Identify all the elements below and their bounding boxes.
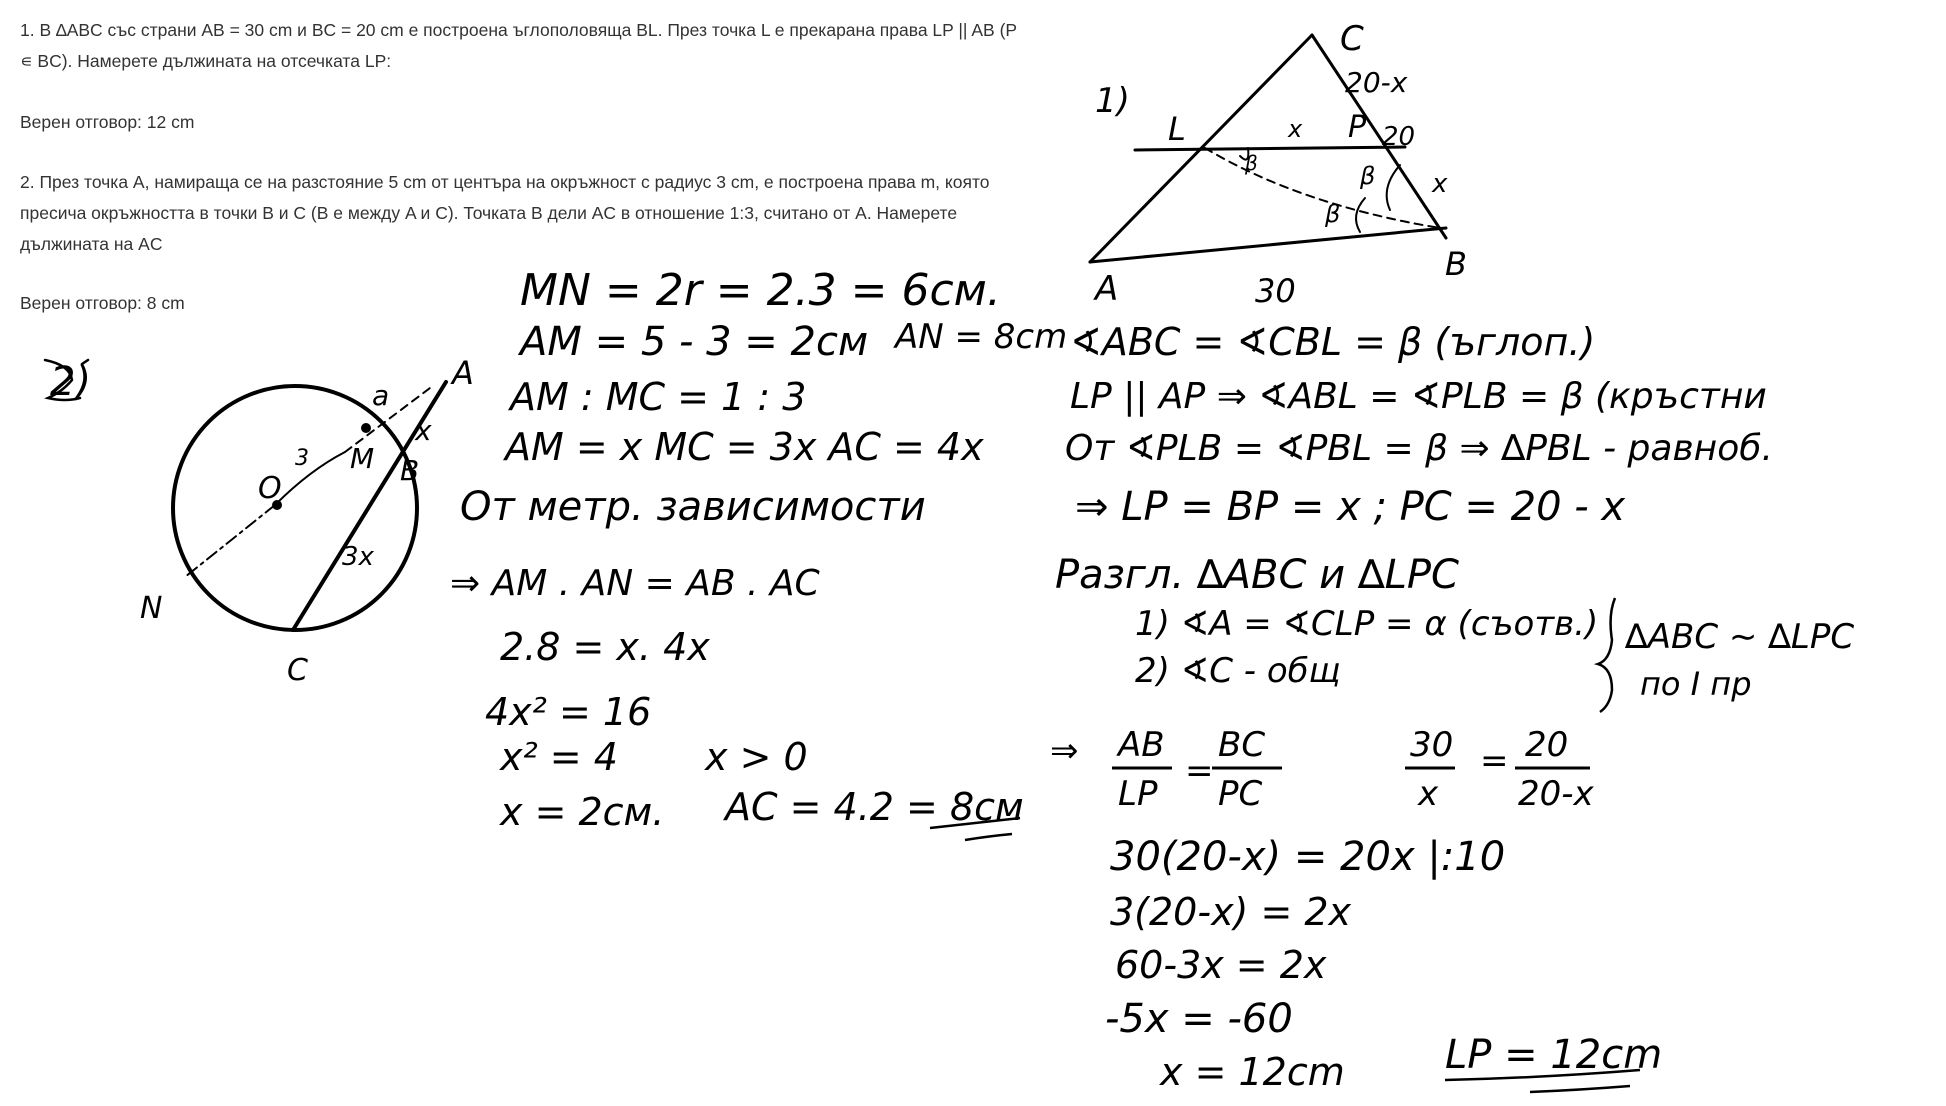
tri-label-20: 20 [1382,122,1416,152]
sol2-line-5: AM = x MC = 3x AC = 4x [505,425,984,469]
problem-2-text: 2. През точка A, намираща се на разстояние 5 cm от центъра на окръжност с радиус 3 cm, е построена права m, която пресича окръжността в точки B и C (B е между A и C). Точката B дели AC в отношение 1:3, считано от A. Намерете дължината на AC [20,172,990,254]
tri-beta-l: β [1245,151,1258,175]
sol1-criterion: по I пр [1640,665,1752,703]
sol2-line-13: AC = 4.2 = 8см [725,785,1024,829]
sol2-line-7: ⇒ AM . AN = AB . AC [450,563,820,604]
label-3x: 3x [342,542,374,572]
sol1-line-1: ∢ABC = ∢CBL = β (ъглоп.) [1070,320,1596,364]
label-r: 3 [295,446,309,471]
label-M: M [350,442,375,475]
sol1-number: 1) [1095,81,1130,121]
tri-label-x-side: x [1432,169,1448,199]
sol2-line-6: От метр. зависимости [460,484,926,530]
tri-label-x-top: x [1288,115,1303,143]
label-O: O [258,471,282,506]
sol1-line-14: x = 12cm [1160,1050,1345,1094]
brace [1598,598,1615,712]
tri-label-A: A [1095,269,1119,309]
point-m [361,423,371,433]
tri-label-B: B [1445,245,1467,283]
angle-arc-p [1387,165,1400,210]
frac-20: 20 [1525,725,1569,765]
sol2-line-8: 2.8 = x. 4x [500,625,710,669]
sol2-line-10: x² = 4 [500,735,618,779]
sol2-line-4: AM : MC = 1 : 3 [510,375,807,419]
sol1-line-11: 3(20-x) = 2x [1110,890,1352,934]
bisector-bl [1205,148,1440,228]
radius-om [275,452,345,505]
side-ab [1090,228,1446,262]
frac-30: 30 [1410,725,1454,765]
problem-2-answer: Верен отговор: 8 cm [20,293,185,313]
sol1-line-3: От ∢PLB = ∢PBL = β ⇒ ∆PBL - равноб. [1065,428,1773,469]
frac-bc: BC [1218,725,1266,765]
sol1-line-7: 2) ∢C - общ [1135,651,1341,691]
angle-arc-b [1356,198,1365,232]
frac-ab: AB [1118,725,1165,765]
label-a: a [372,379,390,412]
frac-lp: LP [1118,774,1158,814]
label-C: C [287,653,308,688]
frac-eq2: = [1480,741,1509,781]
tri-label-30: 30 [1255,272,1296,310]
tri-label-20-x: 20-x [1345,66,1408,99]
dashed-on [185,505,275,577]
label-B: B [400,454,420,487]
sol2-line-3: AN = 8cm [895,317,1068,357]
sol2-line-9: 4x² = 16 [485,690,652,734]
sol1-similar: ∆ABC ∼ ∆LPC [1625,617,1855,657]
frac-pc: PC [1218,774,1263,814]
frac-eq: = [1185,751,1214,791]
frac-arrow: ⇒ [1050,731,1079,771]
frac-20-x: 20-x [1518,774,1594,814]
label-A: A [452,354,474,392]
sol1-line-4: ⇒ LP = BP = x ; PC = 20 - x [1075,484,1626,530]
sol2-number: 2) [50,359,92,405]
sol1-line-6: 1) ∢A = ∢CLP = α (съотв.) [1135,604,1599,644]
sol1-line-5: Разгл. ∆ABC и ∆LPC [1055,552,1459,598]
sol2-work [450,265,1067,840]
sol2-line-1: MN = 2r = 2.3 = 6см. [520,265,1001,316]
tri-label-P: P [1348,110,1367,145]
tri-beta-b: β [1325,200,1341,228]
problem-1-answer: Верен отговор: 12 cm [20,112,195,132]
sol1-work [1050,320,1854,1094]
sol1-result: LP = 12cm [1445,1032,1663,1078]
sol1-line-2: LP || AP ⇒ ∢ABL = ∢PLB = β (кръстни [1070,376,1767,417]
tri-beta-p: β [1360,162,1376,190]
label-N: N [140,591,163,626]
sol1-line-13: -5x = -60 [1105,996,1293,1042]
circle [173,386,420,630]
tri-label-C: C [1340,19,1364,59]
sol1-line-12: 60-3x = 2x [1115,943,1327,987]
problem-1-text: 1. В ∆ABC със страни AB = 30 cm и BC = 20 cm е построена ъглополовяща BL. През точка L е прекарана права LP || AB (P ∊ BC). Намерете дължината на отсечката LP: [20,20,1017,71]
sol1-line-10: 30(20-x) = 20x |:10 [1110,834,1506,880]
sol2-line-11: x > 0 [705,735,808,779]
label-x: x [415,414,432,447]
sol2-line-12: x = 2см. [500,790,665,834]
sol2-line-2: AM = 5 - 3 = 2см [520,319,869,365]
tri-label-L: L [1168,110,1186,148]
frac-x: x [1418,774,1439,814]
